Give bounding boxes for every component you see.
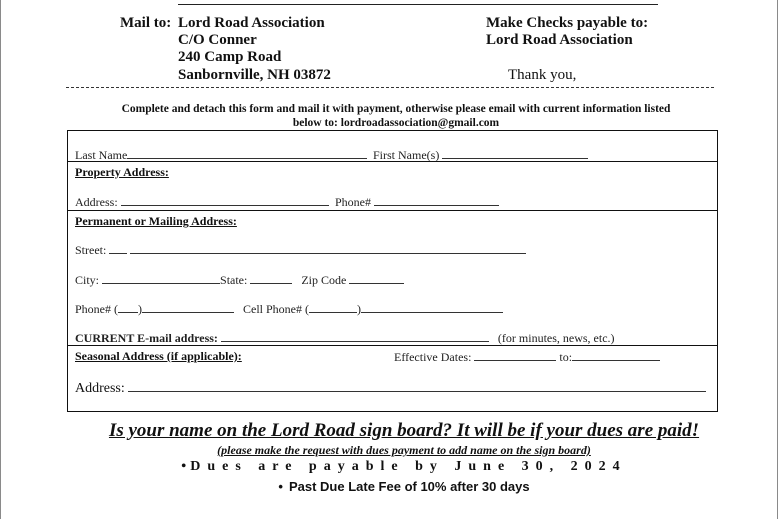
sign-board-question: Is your name on the Lord Road sign board? It will be if your dues are paid! bbox=[108, 420, 700, 441]
street-field[interactable] bbox=[130, 242, 526, 254]
effective-to-field[interactable] bbox=[572, 349, 660, 361]
phone2-close: ) bbox=[138, 302, 142, 316]
effective-dates-label: Effective Dates: bbox=[394, 350, 472, 364]
last-name-row bbox=[75, 147, 367, 163]
last-name-field[interactable] bbox=[127, 147, 367, 159]
street-number-field[interactable] bbox=[109, 242, 127, 254]
mail-to-line-4: Sanbornville, NH 03872 bbox=[178, 67, 331, 83]
thank-you: Thank you, bbox=[508, 67, 577, 83]
phone-label: Phone# bbox=[335, 195, 371, 209]
seasonal-address-row bbox=[75, 379, 706, 397]
page-border-left bbox=[0, 0, 1, 519]
first-name-label: First Name(s) bbox=[373, 148, 440, 162]
first-name-row bbox=[373, 147, 588, 163]
mail-to-line-3: 240 Camp Road bbox=[178, 49, 282, 65]
phone-field[interactable] bbox=[374, 194, 499, 206]
phone2-area-field[interactable] bbox=[118, 301, 138, 313]
last-name-label: Last Name bbox=[75, 148, 128, 162]
state-label: State: bbox=[220, 273, 248, 287]
dues-text: Dues are payable by June 30, 2024 bbox=[190, 459, 627, 474]
email-label: CURRENT E-mail address: bbox=[75, 331, 218, 345]
phone2-field[interactable] bbox=[142, 301, 234, 313]
address-label: Address: bbox=[75, 195, 118, 209]
phones-row bbox=[75, 301, 503, 317]
late-fee-bullet: • bbox=[278, 479, 283, 494]
property-address-row bbox=[75, 194, 329, 210]
street-row bbox=[75, 242, 526, 258]
state-field[interactable] bbox=[250, 272, 292, 284]
street-label: Street: bbox=[75, 243, 107, 257]
email-note: (for minutes, news, etc.) bbox=[497, 331, 615, 345]
sign-board-request: (please make the request with dues payment to add name on the sign board) bbox=[217, 443, 591, 457]
mail-to-line-1: Lord Road Association bbox=[178, 15, 325, 31]
effective-to-label: to: bbox=[559, 350, 573, 364]
checks-payee: Lord Road Association bbox=[486, 32, 633, 48]
phone-row bbox=[335, 194, 499, 210]
property-address-heading: Property Address: bbox=[75, 165, 169, 179]
permanent-address-heading: Permanent or Mailing Address: bbox=[75, 214, 237, 228]
checks-label: Make Checks payable to: bbox=[486, 15, 649, 31]
address-field[interactable] bbox=[121, 194, 329, 206]
city-label: City: bbox=[75, 273, 100, 287]
mail-to-line-2: C/O Conner bbox=[178, 32, 257, 48]
cell-area-field[interactable] bbox=[309, 301, 357, 313]
email-field[interactable] bbox=[221, 330, 489, 342]
city-state-zip-row bbox=[75, 272, 404, 288]
city-field[interactable] bbox=[102, 272, 220, 284]
dues-notice bbox=[60, 459, 748, 475]
seasonal-address-label: Address: bbox=[75, 381, 125, 396]
seasonal-address-field[interactable] bbox=[128, 379, 706, 392]
instructions-line-1: Complete and detach this form and mail it with payment, otherwise please email with current information listed bbox=[121, 103, 671, 115]
effective-dates-row bbox=[394, 349, 660, 365]
zip-field[interactable] bbox=[349, 272, 404, 284]
late-fee-text: Past Due Late Fee of 10% after 30 days bbox=[288, 479, 530, 494]
phone2-label: Phone# ( bbox=[75, 302, 118, 316]
divider-2 bbox=[67, 210, 718, 211]
mail-to-label: Mail to: bbox=[120, 15, 172, 31]
late-fee-notice bbox=[60, 479, 748, 494]
cell-close: ) bbox=[357, 302, 361, 316]
detach-line bbox=[66, 87, 714, 88]
top-rule bbox=[178, 4, 658, 5]
first-name-field[interactable] bbox=[442, 147, 588, 159]
instructions-line-2: below to: lordroadassociation@gmail.com bbox=[292, 117, 500, 129]
seasonal-address-heading: Seasonal Address (if applicable): bbox=[75, 349, 242, 363]
effective-from-field[interactable] bbox=[474, 349, 556, 361]
email-row bbox=[75, 330, 615, 346]
dues-bullet: • bbox=[181, 459, 187, 474]
cell-phone-field[interactable] bbox=[361, 301, 503, 313]
cell-phone-label: Cell Phone# ( bbox=[243, 302, 309, 316]
zip-label: Zip Code bbox=[301, 273, 347, 287]
